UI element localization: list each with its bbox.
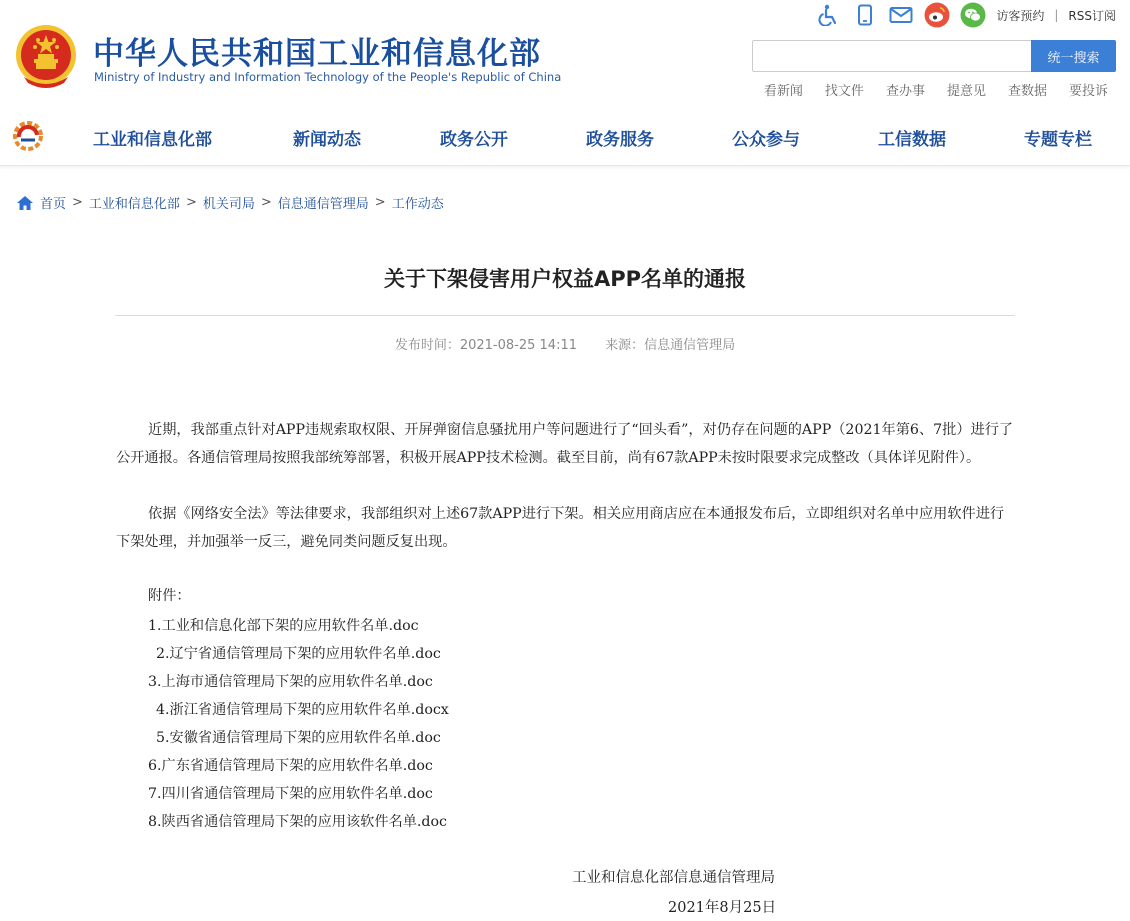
search-input[interactable]	[753, 41, 1031, 71]
attachment-link[interactable]: 8.陕西省通信管理局下架的应用该软件名单.doc	[148, 814, 447, 830]
visitor-appointment-link[interactable]: 访客预约	[996, 8, 1045, 23]
breadcrumb-miit[interactable]: 工业和信息化部	[88, 197, 180, 212]
weibo-icon[interactable]	[924, 2, 950, 28]
search-button[interactable]: 统一搜索	[1031, 40, 1116, 72]
attachment-link[interactable]: 1.工业和信息化部下架的应用软件名单.doc	[148, 618, 419, 634]
signature-date: 2021年8月25日	[668, 900, 777, 916]
article-paragraph: 依据《网络安全法》等法律要求，我部组织对上述67款APP进行下架。相关应用商店应在本通报发布后，立即组织对名单中应用软件进行下架处理，并加强举一反三，避免同类问题反复出现。	[116, 506, 1005, 550]
miit-logo-icon[interactable]	[12, 120, 44, 152]
nav-item-miit[interactable]: 工业和信息化部	[93, 130, 212, 150]
nav-item-participation[interactable]: 公众参与	[732, 130, 800, 150]
quick-link-complaint[interactable]: 要投诉	[1068, 84, 1108, 99]
mail-icon[interactable]	[888, 2, 914, 28]
mobile-icon[interactable]	[852, 2, 878, 28]
attachment-link[interactable]: 5.安徽省通信管理局下架的应用软件名单.doc	[156, 730, 441, 746]
accessibility-icon[interactable]	[816, 2, 842, 28]
nav-item-topics[interactable]: 专题专栏	[1024, 130, 1092, 150]
nav-item-gov-affairs[interactable]: 政务公开	[440, 130, 508, 150]
rss-link[interactable]: RSS订阅	[1068, 8, 1116, 23]
nav-item-gov-services[interactable]: 政务服务	[586, 130, 654, 150]
national-emblem-icon[interactable]	[14, 23, 78, 89]
attachments-list	[148, 612, 449, 836]
breadcrumb-separator: >	[260, 195, 272, 210]
breadcrumb	[16, 193, 444, 212]
search-box	[752, 40, 1116, 72]
quick-links	[742, 80, 1108, 99]
breadcrumb-departments[interactable]: 机关司局	[202, 197, 255, 212]
quick-link-services[interactable]: 查办事	[885, 84, 925, 99]
attachment-link[interactable]: 4.浙江省通信管理局下架的应用软件名单.docx	[156, 702, 449, 718]
attachments-label: 附件：	[148, 588, 191, 604]
breadcrumb-work-news[interactable]: 工作动态	[391, 197, 444, 212]
article-title: 关于下架侵害用户权益APP名单的通报	[383, 267, 747, 291]
utility-bar	[806, 2, 1116, 28]
publish-time: 发布时间：2021-08-25 14:11	[394, 338, 577, 353]
title-divider	[115, 315, 1015, 316]
attachment-link[interactable]: 7.四川省通信管理局下架的应用软件名单.doc	[148, 786, 433, 802]
quick-link-feedback[interactable]: 提意见	[946, 84, 986, 99]
site-title-cn[interactable]: 中华人民共和国工业和信息化部	[93, 36, 541, 72]
attachment-link[interactable]: 6.广东省通信管理局下架的应用软件名单.doc	[148, 758, 433, 774]
wechat-icon[interactable]	[960, 2, 986, 28]
breadcrumb-separator: >	[185, 195, 197, 210]
attachment-link[interactable]: 2.辽宁省通信管理局下架的应用软件名单.doc	[156, 646, 441, 662]
signature-organization: 工业和信息化部信息通信管理局	[572, 870, 775, 886]
article-paragraph: 近期，我部重点针对APP违规索取权限、开屏弹窗信息骚扰用户等问题进行了“回头看”，对仍存在问题的APP（2021年第6、7批）进行了公开通报。各通信管理局按照我部统筹部署，积极开展APP技术检测。截至目前，尚有67款APP未按时限要求完成整改（具体详见附件）。	[116, 422, 1014, 466]
breadcrumb-ict-bureau[interactable]: 信息通信管理局	[277, 197, 369, 212]
article-source: 来源：信息通信管理局	[605, 338, 736, 353]
home-icon[interactable]	[16, 194, 34, 212]
breadcrumb-separator: >	[72, 195, 83, 210]
breadcrumb-home[interactable]: 首页	[40, 197, 67, 212]
nav-item-news[interactable]: 新闻动态	[293, 130, 361, 150]
quick-link-news[interactable]: 看新闻	[763, 84, 803, 99]
quick-link-data[interactable]: 查数据	[1007, 84, 1047, 99]
nav-item-data[interactable]: 工信数据	[878, 130, 946, 150]
site-title-en[interactable]: Ministry of Industry and Information Technology of the People's Republic of China	[94, 70, 562, 84]
main-nav	[0, 108, 1130, 166]
quick-link-files[interactable]: 找文件	[824, 84, 864, 99]
utility-separator: |	[1054, 8, 1059, 22]
site-header	[0, 0, 1130, 105]
attachment-link[interactable]: 3.上海市通信管理局下架的应用软件名单.doc	[148, 674, 433, 690]
article-meta	[0, 334, 1130, 353]
breadcrumb-separator: >	[374, 195, 386, 210]
